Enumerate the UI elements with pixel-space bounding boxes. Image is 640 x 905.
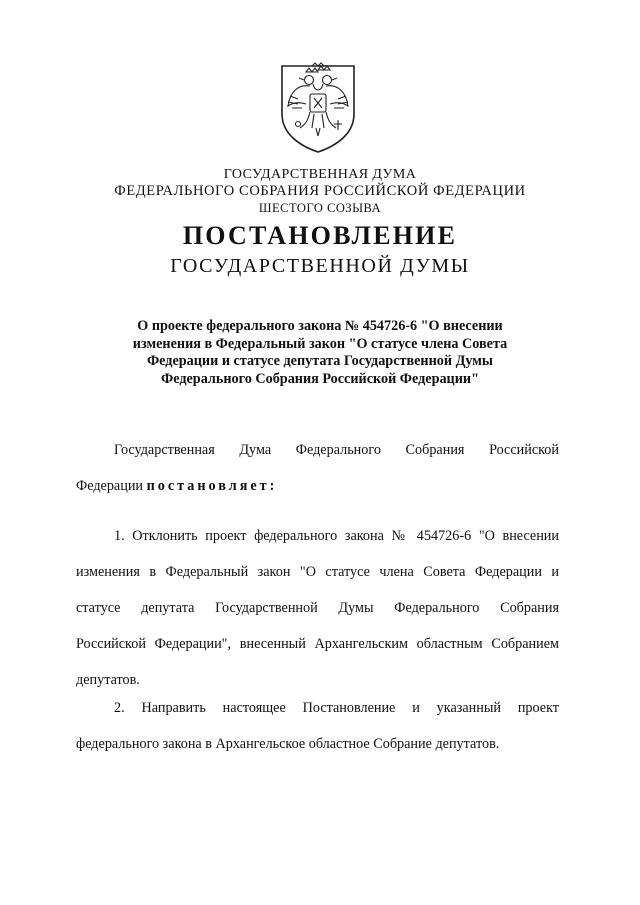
document-type-subtitle: ГОСУДАРСТВЕННОЙ ДУМЫ <box>170 255 470 277</box>
russian-coat-of-arms-icon <box>276 62 360 154</box>
subject-line: Федерального Собрания Российской Федерации" <box>161 370 479 387</box>
header-line-convocation: ШЕСТОГО СОЗЫВА <box>258 201 382 215</box>
item-2-paragraph <box>76 690 559 762</box>
header-line-federal-assembly: ФЕДЕРАЛЬНОГО СОБРАНИЯ РОССИЙСКОЙ ФЕДЕРАЦИИ <box>114 183 526 199</box>
subject-line: изменения в Федеральный закон "О статусе члена Совета <box>132 335 508 352</box>
subject-line: Федерации и статусе депутата Государственной Думы <box>147 353 493 370</box>
item-1-line: изменения в Федеральный закон "О статусе члена Совета Федерации и <box>76 564 559 580</box>
item-1-line: 1. Отклонить проект федерального закона № 454726-6 "О внесении <box>114 528 559 544</box>
item-1-line: статусе депутата Государственной Думы Федерального Собрания <box>76 600 559 616</box>
resolves-keyword: постановляет: <box>146 478 278 494</box>
item-2-line: федерального закона в Архангельское областное Собрание депутатов. <box>76 736 500 752</box>
item-1-line: депутатов. <box>76 672 140 688</box>
subject-line: О проекте федерального закона № 454726-6 "О внесении <box>137 318 503 334</box>
intro-paragraph <box>76 432 559 504</box>
intro-line <box>76 468 559 504</box>
document-subject <box>80 318 560 388</box>
intro-prefix: Федерации <box>76 478 147 494</box>
intro-line: Государственная Дума Федерального Собрания Российской <box>114 442 559 458</box>
item-1-paragraph <box>76 518 559 698</box>
item-2-line: 2. Направить настоящее Постановление и указанный проект <box>114 700 559 716</box>
header-line-duma: ГОСУДАРСТВЕННАЯ ДУМА <box>223 167 417 182</box>
document-type-title: ПОСТАНОВЛЕНИЕ <box>182 221 458 250</box>
item-1-line: Российской Федерации", внесенный Архангельским областным Собранием <box>76 636 559 652</box>
